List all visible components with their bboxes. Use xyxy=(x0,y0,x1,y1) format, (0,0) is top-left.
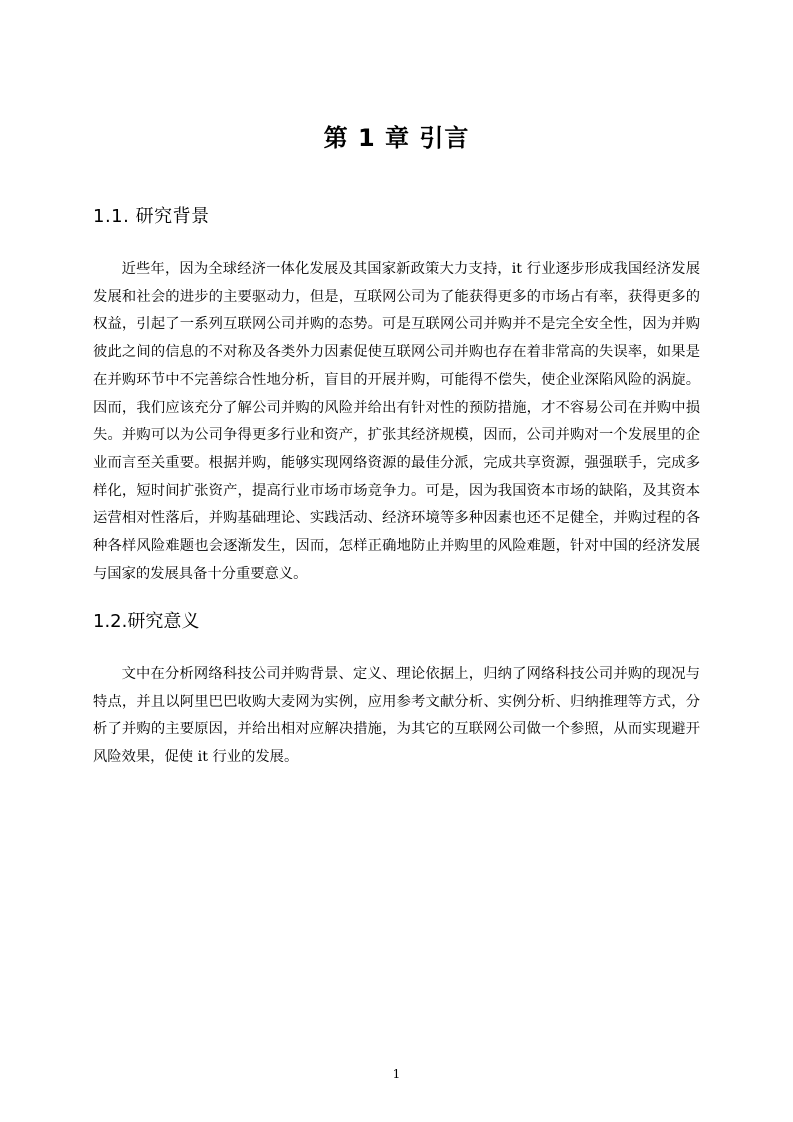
paragraph-research-significance: 文中在分析网络科技公司并购背景、定义、理论依据上，归纳了网络科技公司并购的现况与特点，并且以阿里巴巴收购大麦网为实例，应用参考文献分析、实例分析、归纳推理等方式，分析了并购的主要原因，并给出相对应解决措施，为其它的互联网公司做一个参照，从而实现避开风险效果，促使 it 行业的发展。 xyxy=(93,666,700,766)
page-number: 1 xyxy=(392,1067,401,1081)
section-heading-research-significance: 1.2.研究意义 xyxy=(93,611,200,632)
section-heading-research-background: 1.1. 研究背景 xyxy=(93,206,210,227)
chapter-title: 第 1 章 引言 xyxy=(323,124,470,152)
paragraph-research-background: 近些年，因为全球经济一体化发展及其国家新政策大力支持，it 行业逐步形成我国经济发展发展和社会的进步的主要驱动力，但是，互联网公司为了能获得更多的市场占有率，获得更多的权益，引起了一系列互联网公司并购的态势。可是互联网公司并购并不是完全安全性，因为并购彼此之间的信息的不对称及各类外力因素促使互联网公司并购也存在着非常高的失误率，如果是在并购环节中不完善综合性地分析，盲目的开展并购，可能得不偿失，使企业深陷风险的涡旋。因而，我们应该充分了解公司并购的风险并给出有针对性的预防措施，才不容易公司在并购中损失。并购可以为公司争得更多行业和资产，扩张其经济规模，因而，公司并购对一个发展里的企业而言至关重要。根据并购，能够实现网络资源的最佳分派，完成共享资源，强强联手，完成多样化，短时间扩张资产，提高行业市场市场竞争力。可是，因为我国资本市场的缺陷，及其资本运营相对性落后，并购基础理论、实践活动、经济环境等多种因素也还不足健全，并购过程的各种各样风险难题也会逐渐发生，因而，怎样正确地防止并购里的风险难题，针对中国的经济发展与国家的发展具备十分重要意义。 xyxy=(93,261,700,582)
